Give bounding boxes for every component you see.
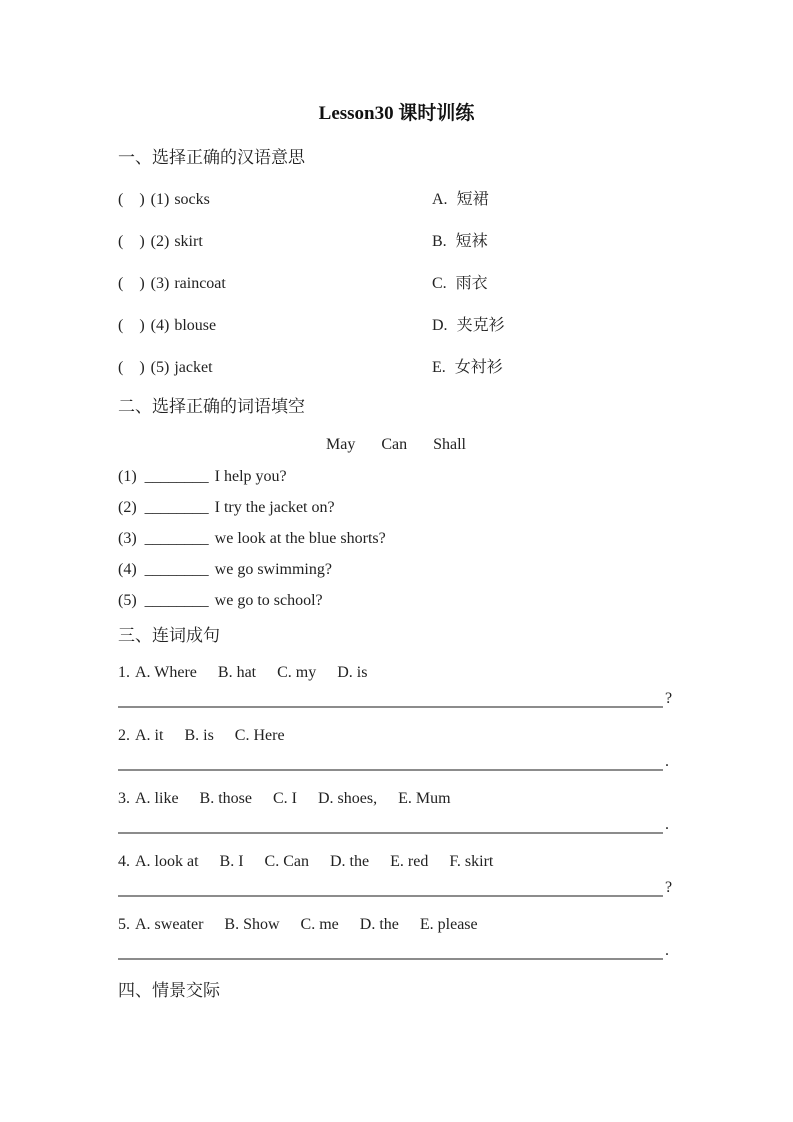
answer-row <box>118 942 674 960</box>
unscramble-option: C. my <box>277 664 317 681</box>
unscramble-words <box>118 853 674 871</box>
fill-sentence: we go swimming? <box>214 561 332 578</box>
fill-row <box>118 530 674 548</box>
unscramble-words <box>118 916 674 934</box>
match-item <box>118 359 432 377</box>
match-item-word: jacket <box>174 359 213 376</box>
unscramble-option: C. Can <box>264 853 309 870</box>
fill-blank: ________ <box>144 468 209 485</box>
match-option-text: 夹克衫 <box>456 317 505 334</box>
unscramble-option: D. the <box>330 853 370 870</box>
answer-punct: . <box>665 816 669 833</box>
match-option-text: 短袜 <box>455 233 488 250</box>
answer-punct: ? <box>665 690 673 707</box>
word-bank-word: May <box>326 436 356 453</box>
match-row <box>118 359 674 377</box>
unscramble-label: 5. <box>118 916 130 933</box>
unscramble-option: A. Where <box>135 664 197 681</box>
unscramble-option: D. is <box>337 664 368 681</box>
unscramble-option: E. red <box>390 853 429 870</box>
match-option <box>432 275 488 293</box>
unscramble-words <box>118 664 674 682</box>
answer-paren: ( ) <box>118 359 145 376</box>
match-option <box>432 317 505 335</box>
match-option-text: 雨衣 <box>455 275 488 292</box>
unscramble-item <box>118 664 674 708</box>
word-bank <box>118 436 674 454</box>
match-row <box>118 275 674 293</box>
unscramble-option: B. Show <box>224 916 280 933</box>
unscramble-option: B. I <box>219 853 244 870</box>
match-option <box>432 191 489 209</box>
unscramble-label: 1. <box>118 664 130 681</box>
fill-sentence: we look at the blue shorts? <box>214 530 386 547</box>
section-3-heading: 三、连词成句 <box>118 626 220 645</box>
match-item-label: (2) <box>150 233 170 250</box>
page-title: Lesson30 课时训练 <box>318 103 475 124</box>
fill-blank: ________ <box>144 561 209 578</box>
match-option-letter: B. <box>432 233 447 250</box>
answer-punct: . <box>665 942 669 959</box>
answer-paren: ( ) <box>118 317 145 334</box>
answer-punct: ? <box>665 879 673 896</box>
unscramble-item <box>118 790 674 834</box>
match-item <box>118 191 432 209</box>
fill-sentence: we go to school? <box>214 592 323 609</box>
answer-line <box>118 690 663 708</box>
unscramble-option: B. is <box>184 727 214 744</box>
match-option <box>432 233 488 251</box>
unscramble-words <box>118 727 674 745</box>
answer-row <box>118 753 674 771</box>
fill-blank: ________ <box>144 592 209 609</box>
match-item-label: (1) <box>150 191 170 208</box>
match-item <box>118 233 432 251</box>
match-item-label: (5) <box>150 359 170 376</box>
fill-row <box>118 499 674 517</box>
unscramble-option: C. I <box>273 790 297 807</box>
match-row <box>118 191 674 209</box>
unscramble-option: A. it <box>135 727 164 744</box>
answer-line <box>118 879 663 897</box>
match-item-word: socks <box>174 191 210 208</box>
fill-sentence: I try the jacket on? <box>214 499 335 516</box>
fill-sentence: I help you? <box>214 468 287 485</box>
match-item <box>118 317 432 335</box>
fill-label: (1) <box>118 468 137 485</box>
answer-row <box>118 816 674 834</box>
match-item-label: (4) <box>150 317 170 334</box>
match-option-letter: C. <box>432 275 447 292</box>
unscramble-option: A. sweater <box>135 916 204 933</box>
unscramble-label: 3. <box>118 790 130 807</box>
match-option <box>432 359 503 377</box>
unscramble-label: 4. <box>118 853 130 870</box>
unscramble-option: C. me <box>300 916 339 933</box>
fill-blank: ________ <box>144 499 209 516</box>
unscramble-option: B. those <box>199 790 252 807</box>
unscramble-item <box>118 916 674 960</box>
answer-line <box>118 942 663 960</box>
unscramble-option: F. skirt <box>449 853 494 870</box>
section-4-heading: 四、情景交际 <box>118 981 220 1000</box>
word-bank-word: Can <box>381 436 408 453</box>
word-bank-word: Shall <box>433 436 466 453</box>
answer-line <box>118 753 663 771</box>
answer-line <box>118 816 663 834</box>
fill-row <box>118 592 674 610</box>
unscramble-option: A. like <box>135 790 179 807</box>
match-option-letter: E. <box>432 359 446 376</box>
fill-row <box>118 561 674 579</box>
fill-label: (3) <box>118 530 137 547</box>
worksheet-content <box>118 149 674 1000</box>
unscramble-words <box>118 790 674 808</box>
unscramble-label: 2. <box>118 727 130 744</box>
fill-row <box>118 468 674 486</box>
unscramble-option: D. shoes, <box>318 790 378 807</box>
unscramble-option: D. the <box>359 916 399 933</box>
match-item-word: skirt <box>174 233 203 250</box>
unscramble-item <box>118 727 674 771</box>
answer-punct: . <box>665 753 669 770</box>
match-item-word: blouse <box>174 317 217 334</box>
unscramble-item <box>118 853 674 897</box>
fill-label: (4) <box>118 561 137 578</box>
fill-blank: ________ <box>144 530 209 547</box>
section-1-heading: 一、选择正确的汉语意思 <box>118 148 305 167</box>
match-row <box>118 317 674 335</box>
unscramble-option: C. Here <box>234 727 285 744</box>
unscramble-option: E. Mum <box>398 790 451 807</box>
section-2-heading: 二、选择正确的词语填空 <box>118 397 305 416</box>
answer-paren: ( ) <box>118 191 145 208</box>
match-option-letter: A. <box>432 191 448 208</box>
match-row <box>118 233 674 251</box>
match-item-word: raincoat <box>174 275 226 292</box>
match-item <box>118 275 432 293</box>
match-option-text: 短裙 <box>456 191 489 208</box>
unscramble-option: E. please <box>419 916 478 933</box>
answer-paren: ( ) <box>118 233 145 250</box>
match-item-label: (3) <box>150 275 170 292</box>
answer-row <box>118 879 674 897</box>
answer-paren: ( ) <box>118 275 145 292</box>
unscramble-option: B. hat <box>217 664 257 681</box>
unscramble-option: A. look at <box>135 853 199 870</box>
answer-row <box>118 690 674 708</box>
fill-label: (5) <box>118 592 137 609</box>
match-option-letter: D. <box>432 317 448 334</box>
fill-label: (2) <box>118 499 137 516</box>
match-option-text: 女衬衫 <box>454 359 503 376</box>
